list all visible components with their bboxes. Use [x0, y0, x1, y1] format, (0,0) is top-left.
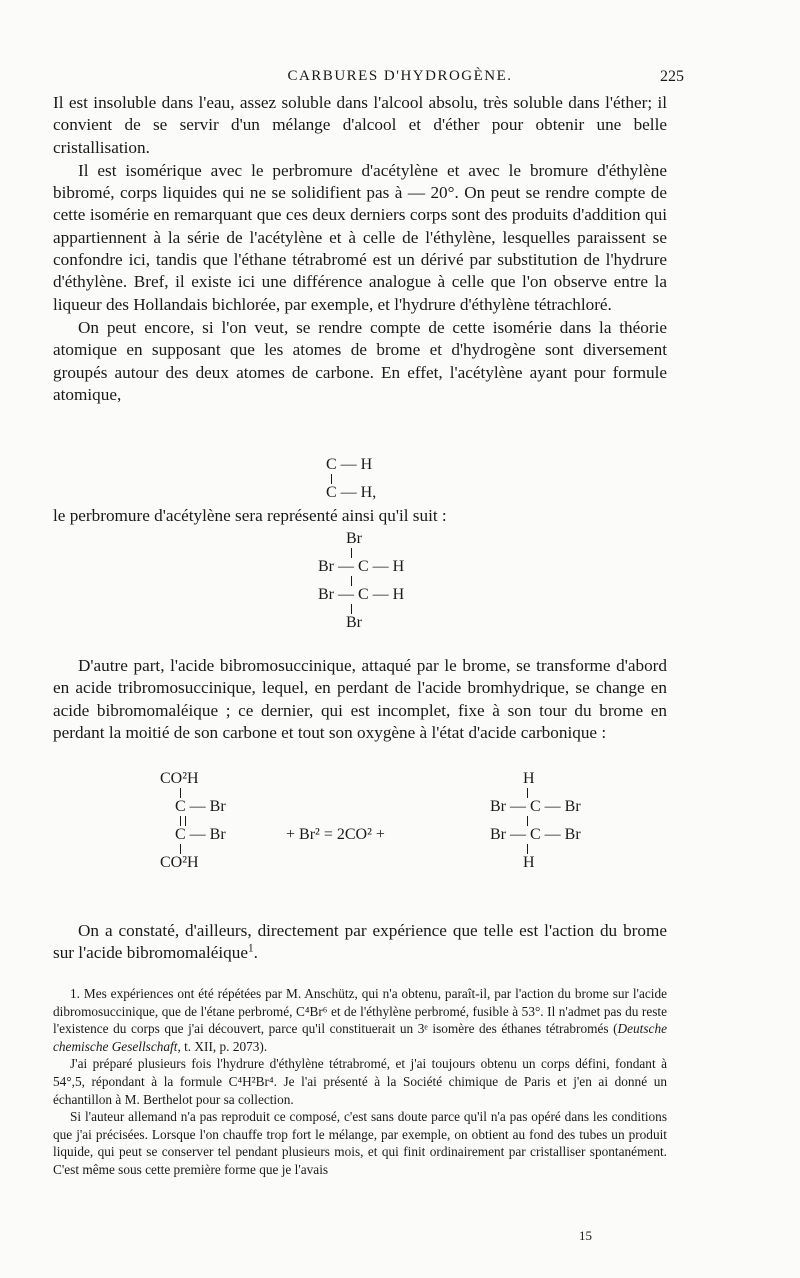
bond-line: [351, 604, 352, 614]
formula-perbromure-mid1: Br — C — H: [318, 558, 405, 575]
paragraph-2: Il est isomérique avec le perbromure d'acétylène et avec le bromure d'éthylène bibromé, corps liquides qui ne se solidifient pas à — 20°. On peut se rendre compte de cette isomérie en remarquant que ces deux derniers corps sont des produits d'addition qui appartiennent à la série de l'acétylène et à celle de l'éthylène, lesquelles paraissent se confondre ici, tandis que l'éthane tétrabromé est un dérivé par substitution de l'hydrure d'éthylène. Bref, il existe ici une différence analogue à celle que l'on observe entre la liqueur des Hollandais bichlorée, par exemple, et l'hydrure d'éthylène tétrachloré.: [53, 160, 667, 314]
equation-right-c2: Br — C — Br: [490, 826, 581, 843]
bond-line: [527, 816, 528, 826]
formula-acetylene: [326, 456, 376, 502]
bond-line: [180, 788, 181, 798]
bond-line: [351, 576, 352, 586]
footnotes: [53, 985, 667, 1179]
equation-right-c1: Br — C — Br: [490, 798, 581, 815]
formula-perbromure-mid2: Br — C — H: [318, 586, 405, 603]
main-text-block-4: [53, 920, 667, 965]
equation-right-bottom: H: [523, 854, 535, 871]
bond-line: [527, 788, 528, 798]
formula-acetylene-top: C — H: [326, 456, 373, 473]
paragraph-4: le perbromure d'acétylène sera représenté ainsi qu'il suit :: [53, 506, 447, 525]
footnote-reference: 1: [247, 942, 254, 955]
equation-left-top: CO²H: [160, 770, 199, 787]
bond-line: [527, 844, 528, 854]
paragraph-3: On peut encore, si l'on veut, se rendre compte de cette isomérie dans la théorie atomique en supposant que les atomes de brome et d'hydrogène sont diversement groupés autour des deux atomes de carbone. En effet, l'acétylène ayant pour formule atomique,: [53, 317, 667, 404]
equation-left-c1: C — Br: [175, 798, 226, 815]
running-head: CARBURES D'HYDROGÈNE.: [287, 68, 513, 84]
main-text-block-1: [53, 92, 667, 406]
equation-left: [160, 770, 226, 872]
paragraph-6-text: On a constaté, d'ailleurs, directement par expérience que telle est l'action du brome sur l'acide bibromomaléique: [53, 921, 667, 963]
paragraph-5: D'autre part, l'acide bibromosuccinique, attaqué par le brome, se transforme d'abord en acide tribromosuccinique, lequel, en perdant de l'acide bromhydrique, se change en acide bibromomaléique ; ce dernier, qui est incomplet, fixe à son tour du brome en perdant la moitié de son carbone et tout son oxygène à l'état d'acide carbonique :: [53, 656, 667, 742]
footnote-1: [53, 985, 667, 1055]
main-text-block-3: [53, 655, 667, 744]
equation-right: [490, 770, 581, 872]
paragraph-6: On a constaté, d'ailleurs, directement par expérience que telle est l'action du brome sur l'acide bibromomaléique$^1$.: [53, 921, 667, 963]
equation-right-top: H: [523, 770, 535, 787]
page-number: 225: [660, 68, 684, 85]
bond-line: [180, 844, 181, 854]
equation-middle: [286, 826, 385, 844]
equation-left-c2: C — Br: [175, 826, 226, 843]
equation-left-bottom: CO²H: [160, 854, 199, 871]
equation-middle-text: + Br² = 2CO² +: [286, 826, 385, 843]
formula-acetylene-bottom: C — H,: [326, 484, 377, 501]
double-bond: [180, 816, 186, 826]
footnote-3: Si l'auteur allemand n'a pas reproduit ce composé, c'est sans doute parce qu'il n'a pas opéré dans les conditions que j'ai précisées. Lorsque l'on chauffe trop fort le mélange, par exemple, on obtient au fond des tubes un produit liquide, qui peut se conserver tel pendant plusieurs mois, et qui finit ordinairement par cristalliser spontanément. C'est même sous cette première forme que je l'avais: [53, 1109, 667, 1177]
footnote-1-end: , t. XII, p. 2073).: [177, 1038, 268, 1054]
formula-perbromure-top: Br: [346, 530, 362, 547]
main-text-block-2: [53, 505, 667, 527]
footnote-1-text: 1. Mes expériences ont été répétées par M. Anschütz, qui n'a obtenu, paraît-il, par l'action du brome sur l'acide dibromosuccinique, que de l'étane perbromé, C⁴Br⁶ et de l'éthylène perbromé, fusible à 53°. Il n'admet pas du reste l'existence du corps que j'ai découvert, parce qu'il constituerait un 3ᵉ isomère des éthanes tétrabromés (: [53, 986, 667, 1037]
paragraph-1: Il est insoluble dans l'eau, assez soluble dans l'alcool absolu, très soluble dans l'éther; il convient de se servir d'un mélange d'alcool et d'éther pour obtenir une belle cristallisation.: [53, 93, 667, 157]
footnote-1-journal: Deutsche chemische Gesellschaft: [53, 1021, 667, 1054]
bond-line: [351, 548, 352, 558]
formula-perbromure-bottom: Br: [346, 614, 362, 631]
footnote-2: J'ai préparé plusieurs fois l'hydrure d'éthylène tétrabromé, et j'ai toujours obtenu un corps défini, fondant à 54°,5, répondant à la formule C⁴H²Br⁴. Je l'ai présenté à la Société chimique de Paris et j'en ai donné un échantillon à M. Berthelot pour sa collection.: [53, 1056, 667, 1107]
formula-perbromure: [318, 530, 404, 632]
folio-mark: 15: [579, 1228, 592, 1243]
bond-line: [331, 474, 332, 484]
